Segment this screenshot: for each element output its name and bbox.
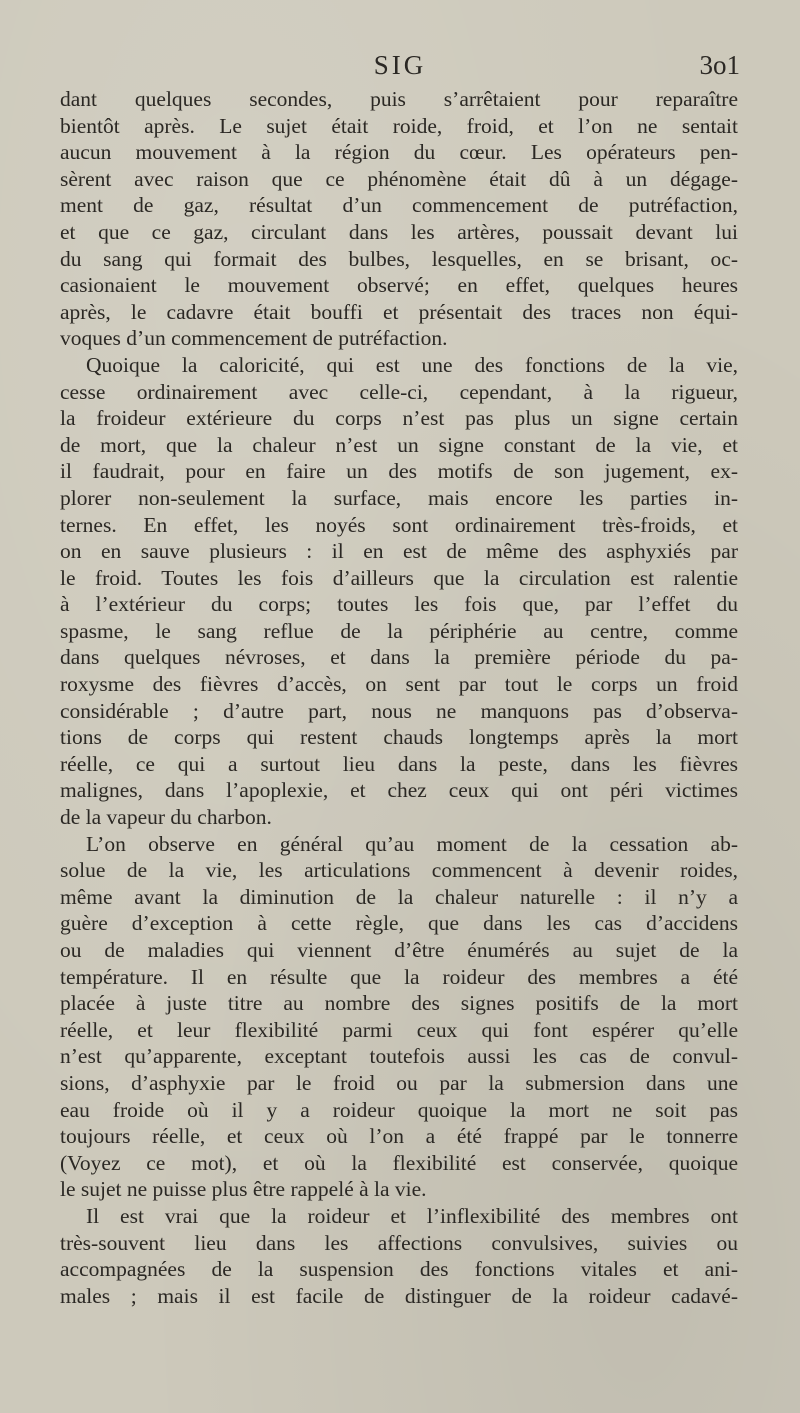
text-line: voques d’un commencement de putréfaction.: [60, 326, 448, 351]
text-line: plorer non-seulement la surface, mais encore les parties in-: [60, 485, 738, 510]
running-head: SIG: [373, 50, 427, 80]
text-line: du sang qui formait des bulbes, lesquelles, en se brisant, oc-: [60, 246, 738, 271]
text-line: tions de corps qui restent chauds longtemps après la mort: [60, 725, 738, 750]
text-line: n’est qu’apparente, exceptant toutefois aussi les cas de convul-: [60, 1044, 738, 1069]
text-line: ou de maladies qui viennent d’être énumérés au sujet de la: [60, 938, 738, 962]
text-line: placée à juste titre au nombre des signes positifs de la mort: [60, 991, 738, 1016]
text-line: L’on observe en général qu’au moment de la cessation ab-: [86, 831, 738, 856]
text-line: ternes. En effet, les noyés sont ordinairement très-froids, et: [60, 512, 738, 537]
text-line: très-souvent lieu dans les affections convulsives, suivies ou: [60, 1230, 738, 1255]
text-line: réelle, et leur flexibilité parmi ceux qui font espérer qu’elle: [60, 1017, 738, 1042]
text-line: et que ce gaz, circulant dans les artères, poussait devant lui: [60, 219, 738, 244]
text-line: après, le cadavre était bouffi et présentait des traces non équi-: [60, 299, 738, 324]
text-line: accompagnées de la suspension des fonctions vitales et ani-: [60, 1257, 738, 1282]
text-line: toujours réelle, et ceux où l’on a été frappé par le tonnerre: [60, 1124, 738, 1149]
text-line: le froid. Toutes les fois d’ailleurs que la circulation est ralentie: [60, 565, 738, 590]
text-line: la froideur extérieure du corps n’est pas plus un signe certain: [60, 406, 738, 431]
text-line: il faudrait, pour en faire un des motifs de son jugement, ex-: [60, 459, 738, 484]
text-line: de mort, que la chaleur n’est un signe constant de la vie, et: [60, 432, 738, 457]
text-line: on en sauve plusieurs : il en est de même des asphyxiés par: [60, 539, 738, 564]
text-line: Quoique la caloricité, qui est une des fonctions de la vie,: [86, 352, 738, 377]
text-line: Il est vrai que la roideur et l’inflexibilité des membres ont: [86, 1203, 738, 1228]
text-line: même avant la diminution de la chaleur naturelle : il n’y a: [60, 884, 738, 909]
text-line: solue de la vie, les articulations commencent à devenir roides,: [60, 858, 738, 883]
text-line: réelle, ce qui a surtout lieu dans la peste, dans les fièvres: [60, 751, 738, 776]
text-line: cesse ordinairement avec celle-ci, cependant, à la rigueur,: [60, 379, 738, 404]
text-line: température. Il en résulte que la roideur des membres a été: [60, 964, 738, 989]
text-line: dans quelques névroses, et dans la première période du pa-: [60, 645, 738, 670]
text-line: considérable ; d’autre part, nous ne manquons pas d’observa-: [60, 698, 738, 723]
text-line: le sujet ne puisse plus être rappelé à la vie.: [60, 1177, 427, 1202]
text-line: ment de gaz, résultat d’un commencement de putréfaction,: [60, 193, 738, 218]
text-line: aucun mouvement à la région du cœur. Les opérateurs pen-: [60, 140, 738, 165]
text-line: casionaient le mouvement observé; en effet, quelques heures: [60, 273, 738, 298]
page-number: 3o1: [699, 50, 740, 80]
page-header: [60, 50, 740, 90]
text-line: de la vapeur du charbon.: [60, 805, 272, 830]
text-body: [60, 86, 738, 1309]
text-line: (Voyez ce mot), et où la flexibilité est conservée, quoique: [60, 1150, 738, 1175]
text-line: bientôt après. Le sujet était roide, froid, et l’on ne sentait: [60, 113, 738, 138]
text-line: malignes, dans l’apoplexie, et chez ceux qui ont péri victimes: [60, 778, 738, 803]
text-line: eau froide où il y a roideur quoique la mort ne soit pas: [60, 1097, 738, 1122]
text-line: roxysme des fièvres d’accès, on sent par tout le corps un froid: [60, 672, 738, 697]
text-line: sèrent avec raison que ce phénomène était dû à un dégage-: [60, 166, 738, 191]
text-line: guère d’exception à cette règle, que dans les cas d’accidens: [60, 911, 738, 936]
text-line: sions, d’asphyxie par le froid ou par la submersion dans une: [60, 1070, 738, 1095]
text-line: à l’extérieur du corps; toutes les fois que, par l’effet du: [60, 592, 738, 617]
text-line: males ; mais il est facile de distinguer de la roideur cadavé-: [60, 1283, 738, 1308]
text-line: spasme, le sang reflue de la périphérie au centre, comme: [60, 618, 738, 643]
text-line: dant quelques secondes, puis s’arrêtaient pour reparaître: [60, 87, 738, 111]
